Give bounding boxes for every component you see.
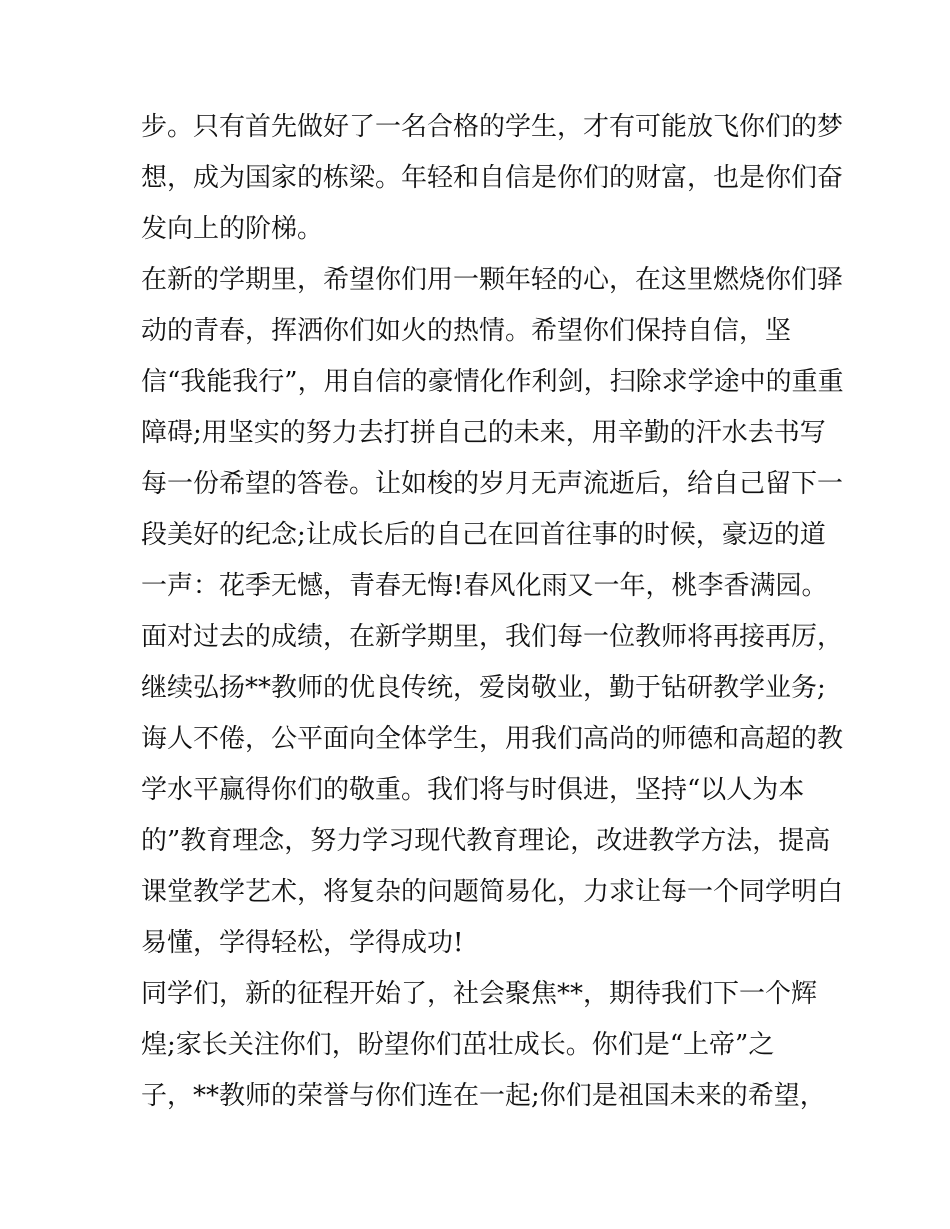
text-line: 诲人不倦，公平面向全体学生，用我们高尚的师德和高超的教 <box>141 724 844 754</box>
text-line: 每一份希望的答卷。让如梭的岁月无声流逝后，给自己留下一 <box>141 469 844 499</box>
text-line: 同学们，新的征程开始了，社会聚焦**，期待我们下一个辉 <box>141 979 818 1009</box>
text-line: 面对过去的成绩，在新学期里，我们每一位教师将再接再厉， <box>141 622 844 652</box>
text-line: 信“我能我行”，用自信的豪情化作利剑，扫除求学途中的重重 <box>141 367 844 397</box>
text-line: 煌;家长关注你们，盼望你们茁壮成长。你们是“上帝”之 <box>141 1030 775 1060</box>
text-line: 发向上的阶梯。 <box>141 214 324 244</box>
text-line: 子，**教师的荣誉与你们连在一起;你们是祖国未来的希望， <box>141 1081 826 1111</box>
text-line: 学水平赢得你们的敬重。我们将与时俱进，坚持“以人为本 <box>141 775 805 805</box>
text-line: 的”教育理念，努力学习现代教育理论，改进教学方法，提高 <box>141 826 831 856</box>
text-line: 课堂教学艺术，将复杂的问题简易化，力求让每一个同学明白 <box>141 877 844 907</box>
text-line: 想，成为国家的栋梁。年轻和自信是你们的财富，也是你们奋 <box>141 163 844 193</box>
text-line: 继续弘扬**教师的优良传统，爱岗敬业，勤于钻研教学业务; <box>141 673 826 703</box>
text-line: 易懂，学得轻松，学得成功! <box>141 928 464 958</box>
text-line: 步。只有首先做好了一名合格的学生，才有可能放飞你们的梦 <box>141 112 844 142</box>
text-line: 段美好的纪念;让成长后的自己在回首往事的时候，豪迈的道 <box>141 520 826 550</box>
text-line: 在新的学期里，希望你们用一颗年轻的心，在这里燃烧你们驿 <box>141 265 844 295</box>
text-line: 障碍;用坚实的努力去打拼自己的未来，用辛勤的汗水去书写 <box>141 418 826 448</box>
text-line: 一声：花季无憾，青春无悔!春风化雨又一年，桃李香满园。 <box>141 571 828 601</box>
text-line: 动的青春，挥洒你们如火的热情。希望你们保持自信，坚 <box>141 316 792 346</box>
